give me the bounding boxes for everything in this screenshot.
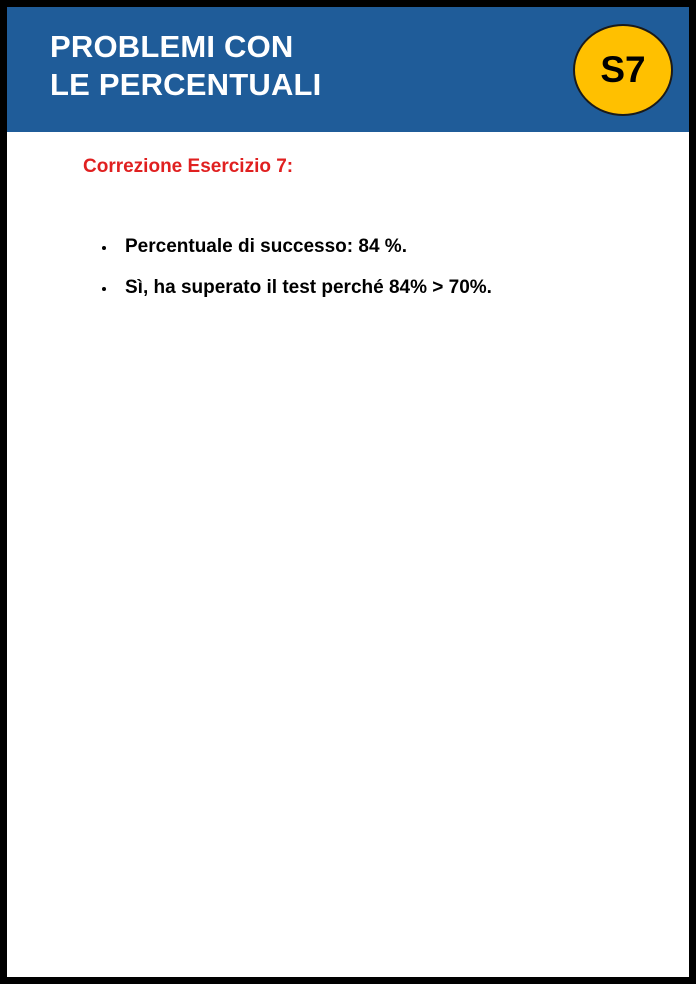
list-item: [99, 236, 492, 258]
answer-text: Sì, ha superato il test perché 84% > 70%.: [125, 277, 492, 298]
header-banner: [7, 7, 689, 132]
section-title: Correzione Esercizio 7:: [83, 156, 294, 177]
answer-list: [99, 236, 492, 318]
answer-text: Percentuale di successo: 84 %.: [125, 236, 407, 257]
worksheet-code-badge: S7: [573, 24, 673, 116]
page-title-line-2: LE PERCENTUALI: [50, 67, 322, 102]
page-title-line-1: PROBLEMI CON: [50, 29, 294, 64]
page-title: [50, 28, 321, 104]
bullet-icon: [102, 246, 106, 250]
bullet-icon: [102, 287, 106, 291]
list-item: [99, 277, 492, 299]
